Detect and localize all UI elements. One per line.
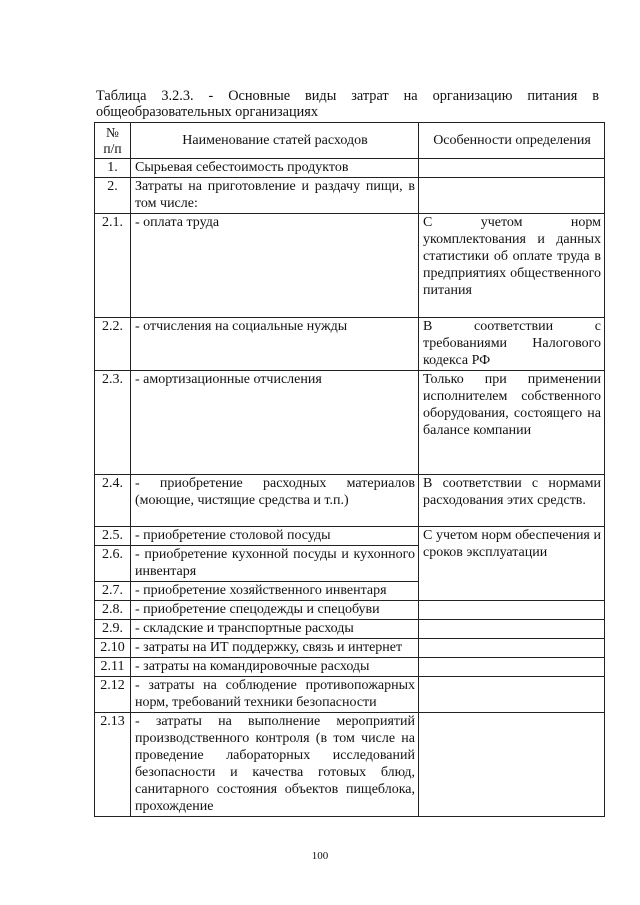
row-number: 2.11 [95,658,131,677]
row-number: 2.6. [95,546,131,582]
row-feature: С учетом норм укомплектования и данных статистики об оплате труда в предприятиях общественного питания [419,214,605,318]
row-name: - затраты на командировочные расходы [131,658,419,677]
row-name: - приобретение кухонной посуды и кухонного инвентаря [131,546,419,582]
header-name: Наименование статей расходов [131,123,419,159]
table-row [95,620,605,639]
table-row [95,601,605,620]
table-row [95,318,605,371]
row-feature: С учетом норм обеспечения и сроков эксплуатации [419,527,605,601]
header-number-line-2: п/п [103,140,122,156]
row-feature [419,620,605,639]
header-row [95,123,605,159]
row-name: - приобретение расходных материалов (моющие, чистящие средства и т.п.) [131,475,419,527]
page-number: 100 [311,850,329,862]
row-number: 2.7. [95,582,131,601]
table-row [95,475,605,527]
row-number: 2.9. [95,620,131,639]
table-row [95,371,605,475]
table-row [95,677,605,713]
row-name: Затраты на приготовление и раздачу пищи, в том числе: [131,178,419,214]
row-feature: В соответствии с нормами расходования этих средств. [419,475,605,527]
table-row [95,159,605,178]
row-feature [419,601,605,620]
row-name: - амортизационные отчисления [131,371,419,475]
row-number: 2.1. [95,214,131,318]
row-number: 2.12 [95,677,131,713]
row-name: - приобретение хозяйственного инвентаря [131,582,419,601]
table-row [95,639,605,658]
table-caption [96,88,599,120]
row-feature [419,713,605,817]
row-number: 2.2. [95,318,131,371]
row-number: 2.13 [95,713,131,817]
row-name: - затраты на ИТ поддержку, связь и интернет [131,639,419,658]
row-name: - приобретение спецодежды и спецобуви [131,601,419,620]
costs-table [94,122,605,817]
row-feature [419,178,605,214]
row-feature [419,677,605,713]
header-number [95,123,131,159]
row-feature: В соответствии с требованиями Налогового кодекса РФ [419,318,605,371]
row-feature [419,639,605,658]
header-number-line-1: № [106,124,119,140]
caption-line-2: общеобразовательных организациях [96,104,318,120]
row-number: 1. [95,159,131,178]
table-row [95,658,605,677]
row-name: - затраты на соблюдение противопожарных норм, требований техники безопасности [131,677,419,713]
row-number: 2.5. [95,527,131,546]
row-name: - складские и транспортные расходы [131,620,419,639]
row-number: 2.4. [95,475,131,527]
caption-line-1: Таблица 3.2.3. - Основные виды затрат на организацию питания в [96,88,599,104]
row-name: - затраты на выполнение мероприятий производственного контроля (в том числе на проведение лабораторных исследований безопасности и качества готовых блюд, санитарного состояния объектов пищеблока, прохождение [131,713,419,817]
row-number: 2.8. [95,601,131,620]
table-row [95,527,605,546]
header-feature: Особенности определения [419,123,605,159]
row-number: 2. [95,178,131,214]
table-row [95,214,605,318]
row-feature [419,159,605,178]
row-name: - отчисления на социальные нужды [131,318,419,371]
row-name: Сырьевая себестоимость продуктов [131,159,419,178]
row-number: 2.3. [95,371,131,475]
row-feature [419,658,605,677]
table-row [95,178,605,214]
row-feature: Только при применении исполнителем собственного оборудования, состоящего на балансе компании [419,371,605,475]
row-name: - приобретение столовой посуды [131,527,419,546]
row-number: 2.10 [95,639,131,658]
table-row [95,713,605,817]
row-name: - оплата труда [131,214,419,318]
